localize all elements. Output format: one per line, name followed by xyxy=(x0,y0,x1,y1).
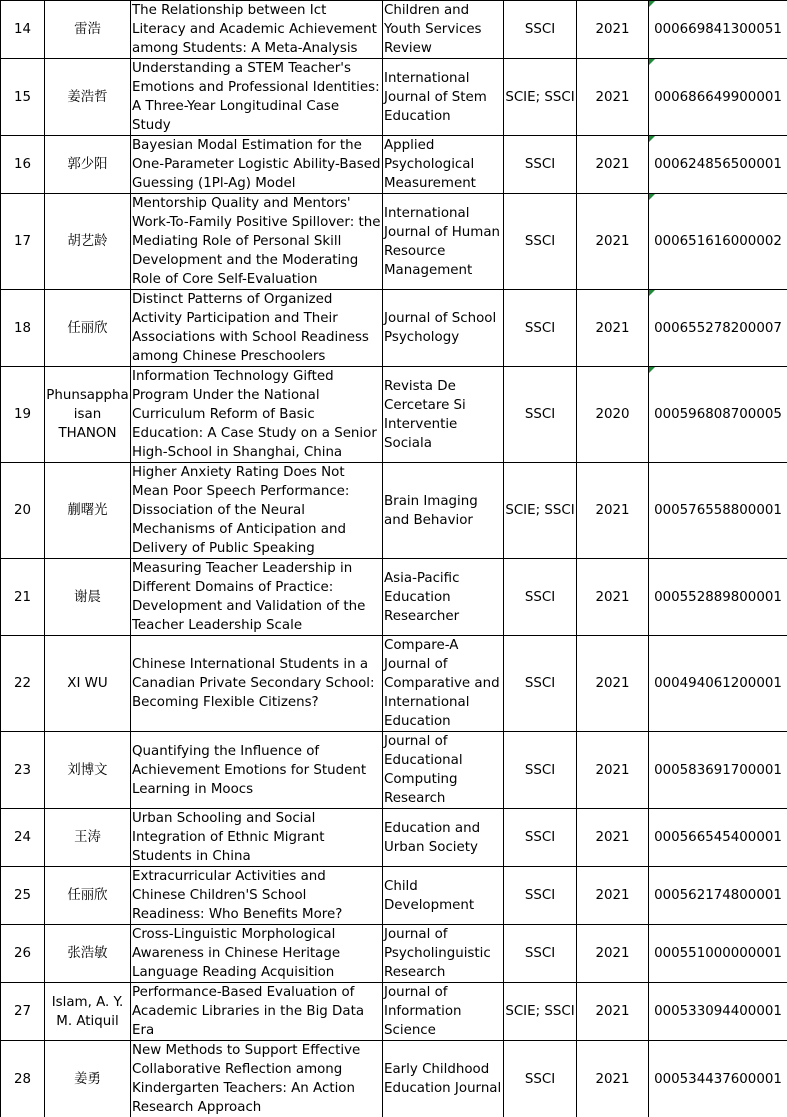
journal-text: Journal of Educational Computing Research xyxy=(384,734,463,806)
title-text: New Methods to Support Effective Collaborative Reflection among Kindergarten Teachers: An Action Research Approach xyxy=(132,1043,360,1115)
journal-text: Child Development xyxy=(384,879,474,913)
year-cell xyxy=(577,1,649,59)
index-text: SSCI xyxy=(525,157,555,172)
accession-id-text: 000566545400001 xyxy=(654,830,782,845)
title-text: Distinct Patterns of Organized Activity Participation and Their Associations with School Readiness among Chinese Preschoolers xyxy=(132,292,369,364)
cell-comment-marker-icon xyxy=(649,194,655,200)
year-cell xyxy=(577,59,649,136)
author-cell xyxy=(45,867,131,925)
year-cell xyxy=(577,136,649,194)
author-text: 郭少阳 xyxy=(67,157,107,172)
journal-cell xyxy=(383,732,504,809)
accession-id-text: 000576558800001 xyxy=(654,503,782,518)
index-cell xyxy=(504,136,577,194)
accession-id-text: 000686649900001 xyxy=(654,90,782,105)
accession-id-text: 000624856500001 xyxy=(654,157,782,172)
index-text: SCIE; SSCI xyxy=(505,90,574,105)
accession-id-cell xyxy=(649,732,787,809)
accession-id-text: 000669841300051 xyxy=(654,22,782,37)
row-number-cell xyxy=(1,732,45,809)
journal-cell xyxy=(383,983,504,1041)
table-row xyxy=(1,559,787,636)
title-cell xyxy=(131,867,383,925)
title-text: Chinese International Students in a Canadian Private Secondary School: Becoming Flexible Citizens? xyxy=(132,657,375,710)
table-row xyxy=(1,925,787,983)
title-text: Understanding a STEM Teacher's Emotions and Professional Identities: A Three-Year Longitudinal Case Study xyxy=(132,61,380,133)
year-cell xyxy=(577,983,649,1041)
index-text: SSCI xyxy=(525,321,555,336)
author-cell xyxy=(45,925,131,983)
row-number-cell xyxy=(1,559,45,636)
journal-text: Applied Psychological Measurement xyxy=(384,138,476,191)
year-text: 2021 xyxy=(595,946,629,961)
index-cell xyxy=(504,867,577,925)
index-cell xyxy=(504,636,577,732)
title-text: Measuring Teacher Leadership in Different Domains of Practice: Development and Validation of the Teacher Leadership Scale xyxy=(132,561,365,633)
table-row xyxy=(1,194,787,290)
author-cell xyxy=(45,983,131,1041)
accession-id-cell xyxy=(649,983,787,1041)
table-row xyxy=(1,809,787,867)
cell-comment-marker-icon xyxy=(649,59,655,65)
title-text: The Relationship between Ict Literacy and Academic Achievement among Students: A Meta-Analysis xyxy=(132,3,377,56)
row-number-text: 16 xyxy=(14,157,31,172)
year-text: 2021 xyxy=(595,830,629,845)
title-cell xyxy=(131,194,383,290)
accession-id-text: 000583691700001 xyxy=(654,763,782,778)
index-text: SSCI xyxy=(525,888,555,903)
row-number-cell xyxy=(1,1041,45,1117)
title-text: Higher Anxiety Rating Does Not Mean Poor Speech Performance: Dissociation of the Neural Mechanisms of Anticipation and Delivery of Public Speaking xyxy=(132,465,349,556)
cell-comment-marker-icon xyxy=(649,290,655,296)
author-cell xyxy=(45,559,131,636)
journal-text: Early Childhood Education Journal xyxy=(384,1062,501,1096)
author-text: 蒯曙光 xyxy=(67,503,107,518)
author-cell xyxy=(45,1041,131,1117)
journal-cell xyxy=(383,636,504,732)
year-cell xyxy=(577,867,649,925)
title-text: Cross-Linguistic Morphological Awareness in Chinese Heritage Language Reading Acquisition xyxy=(132,927,340,980)
row-number-cell xyxy=(1,136,45,194)
journal-cell xyxy=(383,1041,504,1117)
accession-id-text: 000562174800001 xyxy=(654,888,782,903)
author-cell xyxy=(45,59,131,136)
author-text: 胡艺龄 xyxy=(67,234,107,249)
row-number-text: 23 xyxy=(14,763,31,778)
author-cell xyxy=(45,136,131,194)
table-row xyxy=(1,367,787,463)
cell-comment-marker-icon xyxy=(649,367,655,373)
accession-id-text: 000655278200007 xyxy=(654,321,782,336)
cell-comment-marker-icon xyxy=(649,136,655,142)
author-text: 王涛 xyxy=(74,830,101,845)
row-number-text: 26 xyxy=(14,946,31,961)
journal-cell xyxy=(383,194,504,290)
accession-id-cell xyxy=(649,59,787,136)
author-cell xyxy=(45,1,131,59)
journal-text: Journal of School Psychology xyxy=(384,311,496,345)
author-text: 任丽欣 xyxy=(67,888,107,903)
year-text: 2021 xyxy=(595,676,629,691)
accession-id-cell xyxy=(649,867,787,925)
author-text: 雷浩 xyxy=(74,22,101,37)
title-text: Performance-Based Evaluation of Academic Libraries in the Big Data Era xyxy=(132,985,364,1038)
title-text: Information Technology Gifted Program Under the National Curriculum Reform of Basic Education: A Case Study on a Senior High-School in Shanghai, China xyxy=(132,369,377,460)
accession-id-cell xyxy=(649,809,787,867)
year-text: 2021 xyxy=(595,763,629,778)
accession-id-cell xyxy=(649,636,787,732)
index-cell xyxy=(504,732,577,809)
accession-id-text: 000596808700005 xyxy=(654,407,782,422)
author-cell xyxy=(45,809,131,867)
author-text: Phunsappha isan THANON xyxy=(46,388,128,441)
row-number-text: 19 xyxy=(14,407,31,422)
row-number-text: 27 xyxy=(14,1004,31,1019)
index-cell xyxy=(504,463,577,559)
year-cell xyxy=(577,559,649,636)
row-number-cell xyxy=(1,925,45,983)
table-row xyxy=(1,867,787,925)
year-text: 2021 xyxy=(595,90,629,105)
row-number-cell xyxy=(1,463,45,559)
index-text: SSCI xyxy=(525,1072,555,1087)
author-text: XI WU xyxy=(67,676,107,691)
author-text: 谢晨 xyxy=(74,590,101,605)
author-text: 张浩敏 xyxy=(67,946,107,961)
accession-id-cell xyxy=(649,290,787,367)
row-number-text: 17 xyxy=(14,234,31,249)
accession-id-cell xyxy=(649,1041,787,1117)
journal-text: International Journal of Human Resource Management xyxy=(384,206,500,278)
title-text: Quantifying the Influence of Achievement Emotions for Student Learning in Moocs xyxy=(132,744,366,797)
title-cell xyxy=(131,983,383,1041)
accession-id-text: 000534437600001 xyxy=(654,1072,782,1087)
index-cell xyxy=(504,809,577,867)
author-text: 任丽欣 xyxy=(67,321,107,336)
accession-id-cell xyxy=(649,136,787,194)
journal-cell xyxy=(383,559,504,636)
cell-comment-marker-icon xyxy=(649,1,655,7)
index-text: SSCI xyxy=(525,946,555,961)
row-number-cell xyxy=(1,59,45,136)
title-text: Bayesian Modal Estimation for the One-Parameter Logistic Ability-Based Guessing (1Pl-Ag) Model xyxy=(132,138,380,191)
row-number-cell xyxy=(1,983,45,1041)
year-cell xyxy=(577,732,649,809)
year-text: 2021 xyxy=(595,888,629,903)
accession-id-cell xyxy=(649,559,787,636)
index-text: SCIE; SSCI xyxy=(505,1004,574,1019)
author-text: 姜浩哲 xyxy=(67,90,107,105)
title-cell xyxy=(131,136,383,194)
row-number-text: 25 xyxy=(14,888,31,903)
index-text: SSCI xyxy=(525,407,555,422)
accession-id-cell xyxy=(649,194,787,290)
row-number-text: 22 xyxy=(14,676,31,691)
title-text: Extracurricular Activities and Chinese Children'S School Readiness: Who Benefits More? xyxy=(132,869,342,922)
index-cell xyxy=(504,1,577,59)
index-cell xyxy=(504,194,577,290)
year-text: 2021 xyxy=(595,321,629,336)
table-row xyxy=(1,983,787,1041)
journal-cell xyxy=(383,1,504,59)
accession-id-cell xyxy=(649,1,787,59)
author-cell xyxy=(45,732,131,809)
title-cell xyxy=(131,732,383,809)
journal-cell xyxy=(383,867,504,925)
index-text: SSCI xyxy=(525,22,555,37)
title-cell xyxy=(131,290,383,367)
journal-text: Compare-A Journal of Comparative and International Education xyxy=(384,638,500,729)
table-row xyxy=(1,732,787,809)
journal-text: Brain Imaging and Behavior xyxy=(384,494,478,528)
year-cell xyxy=(577,194,649,290)
table-row xyxy=(1,290,787,367)
index-cell xyxy=(504,559,577,636)
table-row xyxy=(1,1,787,59)
index-text: SSCI xyxy=(525,590,555,605)
table-row xyxy=(1,59,787,136)
row-number-text: 20 xyxy=(14,503,31,518)
year-text: 2021 xyxy=(595,1004,629,1019)
index-text: SSCI xyxy=(525,234,555,249)
year-cell xyxy=(577,636,649,732)
year-cell xyxy=(577,1041,649,1117)
year-text: 2021 xyxy=(595,22,629,37)
author-cell xyxy=(45,367,131,463)
title-cell xyxy=(131,463,383,559)
accession-id-text: 000552889800001 xyxy=(654,590,782,605)
title-cell xyxy=(131,925,383,983)
journal-text: International Journal of Stem Education xyxy=(384,71,487,124)
index-cell xyxy=(504,1041,577,1117)
journal-text: Children and Youth Services Review xyxy=(384,3,482,56)
index-cell xyxy=(504,367,577,463)
title-cell xyxy=(131,1041,383,1117)
author-text: Islam, A. Y. M. Atiquil xyxy=(52,995,124,1029)
year-cell xyxy=(577,290,649,367)
title-text: Mentorship Quality and Mentors' Work-To-Family Positive Spillover: the Mediating Role of Personal Skill Development and the Moderating Role of Core Self-Evaluation xyxy=(132,196,380,287)
table-row xyxy=(1,636,787,732)
journal-text: Education and Urban Society xyxy=(384,821,480,855)
journal-cell xyxy=(383,290,504,367)
year-cell xyxy=(577,463,649,559)
accession-id-text: 000533094400001 xyxy=(654,1004,782,1019)
row-number-cell xyxy=(1,1,45,59)
year-text: 2021 xyxy=(595,157,629,172)
index-text: SSCI xyxy=(525,676,555,691)
year-text: 2020 xyxy=(595,407,629,422)
row-number-cell xyxy=(1,809,45,867)
row-number-text: 28 xyxy=(14,1072,31,1087)
title-cell xyxy=(131,636,383,732)
table-row xyxy=(1,1041,787,1117)
journal-text: Journal of Psycholinguistic Research xyxy=(384,927,491,980)
row-number-cell xyxy=(1,867,45,925)
title-text: Urban Schooling and Social Integration of Ethnic Migrant Students in China xyxy=(132,811,324,864)
row-number-cell xyxy=(1,367,45,463)
title-cell xyxy=(131,59,383,136)
author-cell xyxy=(45,290,131,367)
author-cell xyxy=(45,463,131,559)
row-number-cell xyxy=(1,290,45,367)
title-cell xyxy=(131,1,383,59)
row-number-cell xyxy=(1,194,45,290)
journal-cell xyxy=(383,367,504,463)
year-text: 2021 xyxy=(595,590,629,605)
journal-text: Revista De Cercetare Si Interventie Sociala xyxy=(384,379,466,451)
index-text: SSCI xyxy=(525,830,555,845)
journal-cell xyxy=(383,809,504,867)
journal-text: Asia-Pacific Education Researcher xyxy=(384,571,459,624)
accession-id-cell xyxy=(649,925,787,983)
row-number-text: 15 xyxy=(14,90,31,105)
year-cell xyxy=(577,367,649,463)
table-row xyxy=(1,136,787,194)
row-number-text: 18 xyxy=(14,321,31,336)
author-text: 姜勇 xyxy=(74,1072,101,1087)
journal-cell xyxy=(383,925,504,983)
title-cell xyxy=(131,559,383,636)
year-text: 2021 xyxy=(595,503,629,518)
row-number-text: 21 xyxy=(14,590,31,605)
title-cell xyxy=(131,367,383,463)
year-cell xyxy=(577,809,649,867)
index-cell xyxy=(504,925,577,983)
index-cell xyxy=(504,59,577,136)
index-text: SSCI xyxy=(525,763,555,778)
journal-cell xyxy=(383,136,504,194)
year-cell xyxy=(577,925,649,983)
accession-id-text: 000494061200001 xyxy=(654,676,782,691)
author-cell xyxy=(45,194,131,290)
table-row xyxy=(1,463,787,559)
author-text: 刘博文 xyxy=(67,763,107,778)
author-cell xyxy=(45,636,131,732)
index-text: SCIE; SSCI xyxy=(505,503,574,518)
accession-id-cell xyxy=(649,463,787,559)
journal-cell xyxy=(383,59,504,136)
index-cell xyxy=(504,983,577,1041)
accession-id-text: 000551000000001 xyxy=(654,946,782,961)
accession-id-cell xyxy=(649,367,787,463)
row-number-cell xyxy=(1,636,45,732)
year-text: 2021 xyxy=(595,1072,629,1087)
row-number-text: 24 xyxy=(14,830,31,845)
accession-id-text: 000651616000002 xyxy=(654,234,782,249)
row-number-text: 14 xyxy=(14,22,31,37)
journal-cell xyxy=(383,463,504,559)
index-cell xyxy=(504,290,577,367)
year-text: 2021 xyxy=(595,234,629,249)
title-cell xyxy=(131,809,383,867)
journal-text: Journal of Information Science xyxy=(384,985,462,1038)
